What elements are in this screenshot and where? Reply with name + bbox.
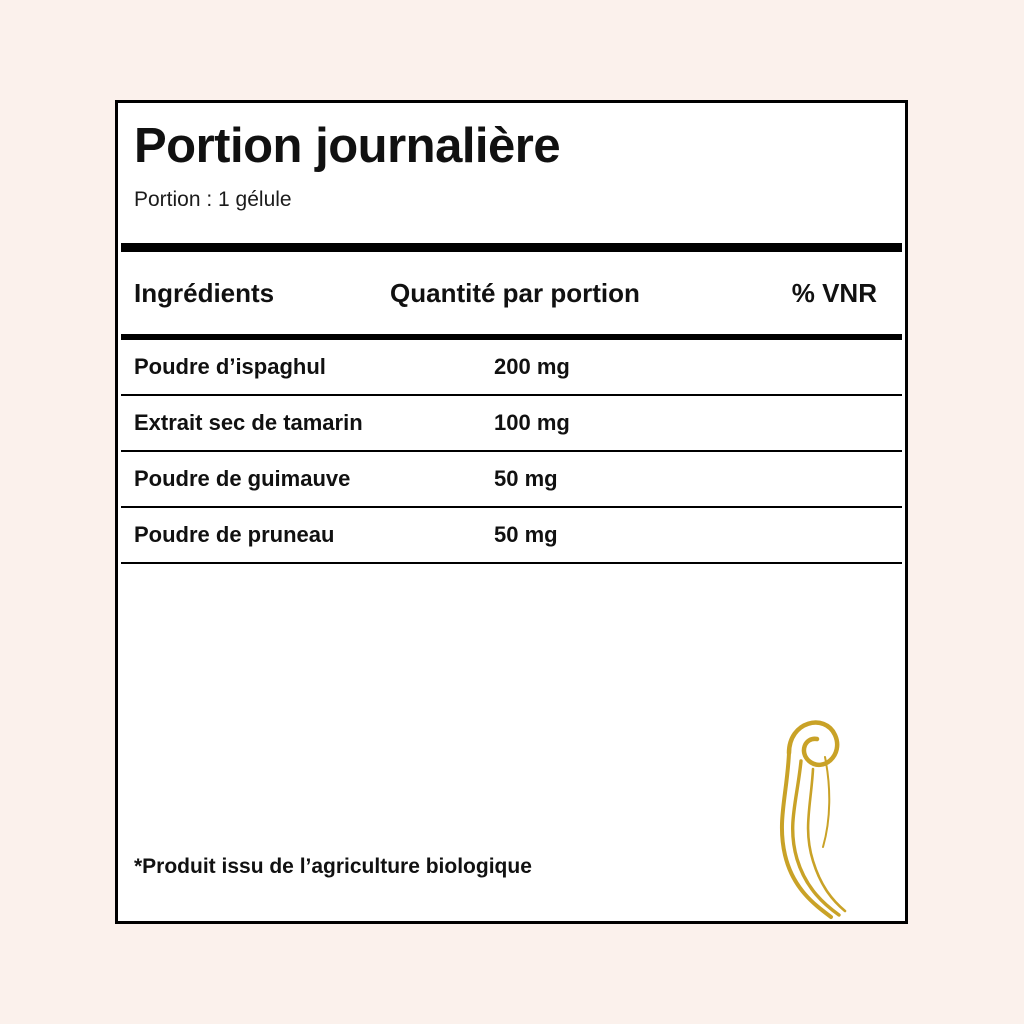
panel-body [118, 564, 905, 921]
table-row [118, 452, 905, 506]
cell-ingredient: Extrait sec de tamarin [134, 410, 363, 435]
cell-amount: 100 mg [494, 410, 570, 435]
cell-amount: 50 mg [494, 466, 558, 491]
cell-ingredient: Poudre d’ispaghul [134, 354, 326, 379]
footnote-text: *Produit issu de l’agriculture biologique [134, 855, 532, 878]
column-header-amount: Quantité par portion [390, 277, 640, 308]
swan-curl-logo [727, 691, 857, 921]
supplement-facts-panel [115, 100, 908, 924]
page-title: Portion journalière [134, 119, 561, 173]
cell-ingredient: Poudre de guimauve [134, 466, 351, 491]
table-row [118, 340, 905, 394]
table-row [118, 396, 905, 450]
column-header-vnr: % VNR [791, 277, 877, 308]
cell-amount: 200 mg [494, 354, 570, 379]
column-header-ingredient: Ingrédients [134, 277, 275, 308]
serving-size-text: Portion : 1 gélule [134, 188, 292, 212]
ingredient-table [118, 340, 905, 564]
cell-amount: 50 mg [494, 522, 558, 547]
divider-thick-top [121, 243, 902, 252]
table-row [118, 508, 905, 562]
panel-header [118, 103, 905, 243]
cell-ingredient: Poudre de pruneau [134, 522, 335, 547]
table-column-headers [118, 252, 905, 334]
